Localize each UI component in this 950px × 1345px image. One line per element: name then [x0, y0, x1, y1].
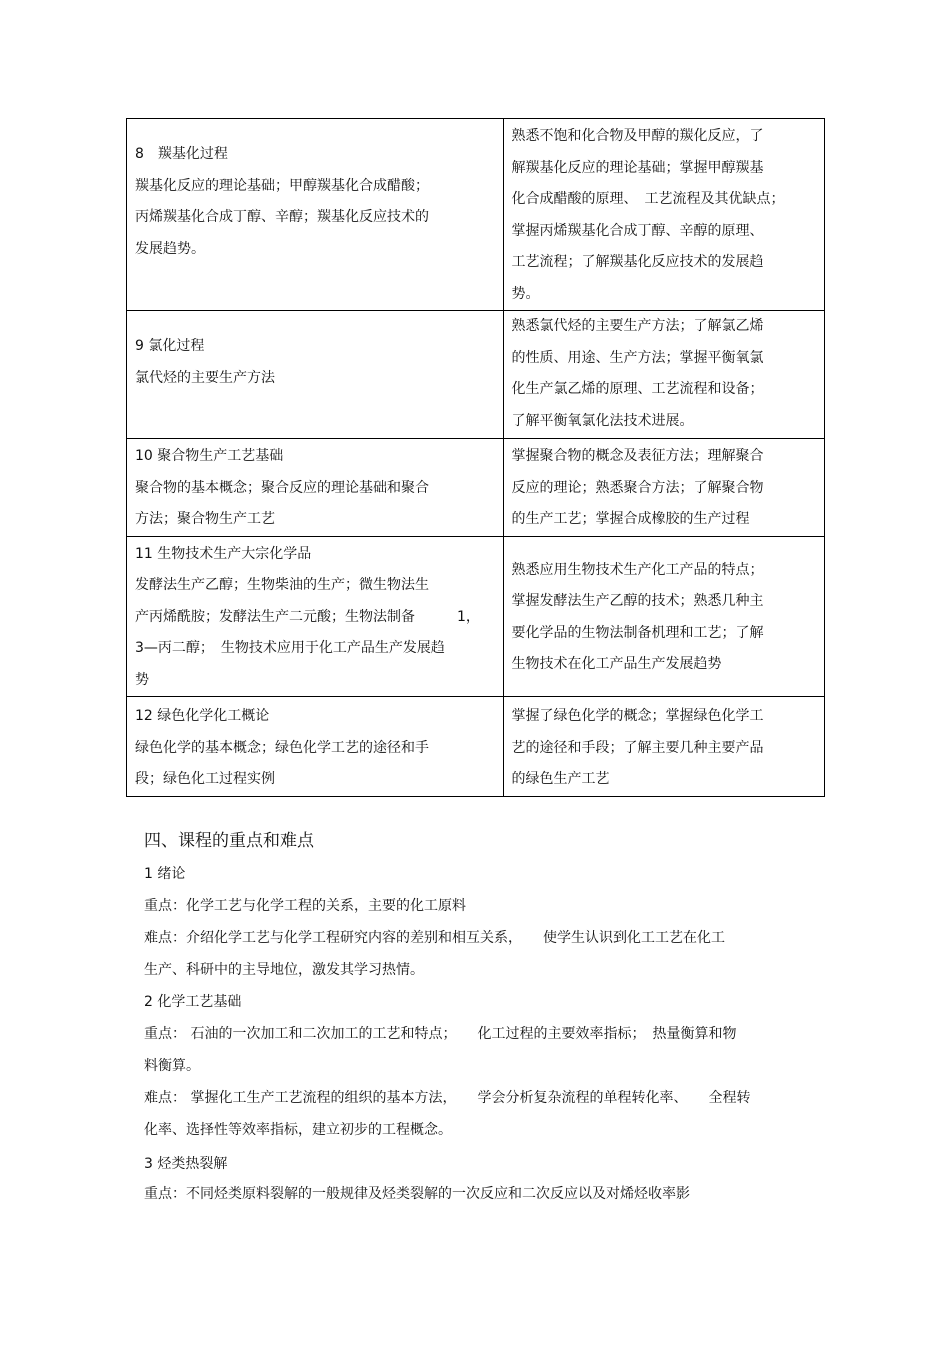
difficult-point: 难点： 掌握化工生产工艺流程的组织的基本方法， 学会分析复杂流程的单程转化率、 全程转 化率、选择性等效率指标，建立初步的工程概念。 — [144, 1090, 751, 1138]
requirement-cell — [503, 536, 824, 697]
requirement-text: 掌握了绿色化学的概念；掌握绿色化学工 艺的途径和手段；了解主要几种主要产品 的绿色生产工艺 — [511, 708, 764, 787]
topic-text: 11 生物技术生产大宗化学品 发酵法生产乙醇；生物柴油的生产；微生物法生 产丙烯酰胺；发酵法生产二元酸；生物法制备 1， 3—丙二醇； 生物技术应用于化工产品生产发展趋 势 — [135, 545, 480, 688]
difficult-point: 难点：介绍化学工艺与化学工程研究内容的差别和相互关系， 使学生认识到化工工艺在化工 生产、科研中的主导地位，激发其学习热情。 — [144, 930, 725, 978]
topic-cell — [127, 311, 504, 439]
topic-text: 8 羰基化过程 羰基化反应的理论基础；甲醇羰基化合成醋酸； 丙烯羰基化合成丁醇、辛醇；羰基化反应技术的 发展趋势。 — [135, 146, 429, 257]
topic-cell — [127, 119, 504, 311]
table-row — [127, 697, 825, 797]
section-heading: 四、课程的重点和难点 — [144, 831, 314, 851]
table-row — [127, 311, 825, 439]
topic-cell — [127, 536, 504, 697]
table-row — [127, 536, 825, 697]
table-row — [127, 119, 825, 311]
key-point: 重点： 石油的一次加工和二次加工的工艺和特点； 化工过程的主要效率指标； 热量衡算和物 料衡算。 — [144, 1026, 737, 1074]
topic-text: 12 绿色化学化工概论 绿色化学的基本概念；绿色化学工艺的途径和手 段；绿色化工过程实例 — [135, 708, 429, 787]
requirement-cell — [503, 119, 824, 311]
subsection-title: 3 烃类热裂解 — [144, 1156, 228, 1172]
topic-text: 10 聚合物生产工艺基础 聚合物的基本概念；聚合反应的理论基础和聚合 方法；聚合物生产工艺 — [135, 448, 429, 527]
requirement-text: 熟悉不饱和化合物及甲醇的羰化反应，了 解羰基化反应的理论基础；掌握甲醇羰基 化合成醋酸的原理、 工艺流程及其优缺点； 掌握丙烯羰基化合成丁醇、辛醇的原理、 工艺流程；了解羰基化反应技术的发展趋 势。 — [511, 128, 785, 302]
table-row — [127, 439, 825, 537]
requirement-cell — [503, 311, 824, 439]
topic-text: 9 氯化过程 氯代烃的主要生产方法 — [135, 338, 275, 386]
requirement-cell — [503, 439, 824, 537]
key-point: 重点：化学工艺与化学工程的关系，主要的化工原料 — [144, 898, 466, 914]
key-point: 重点：不同烃类原料裂解的一般规律及烃类裂解的一次反应和二次反应以及对烯烃收率影 — [144, 1186, 690, 1202]
subsection-title: 2 化学工艺基础 — [144, 994, 242, 1010]
subsection-title: 1 绪论 — [144, 866, 186, 882]
requirement-text: 熟悉应用生物技术生产化工产品的特点； 掌握发酵法生产乙醇的技术；熟悉几种主 要化学品的生物法制备机理和工艺；了解 生物技术在化工产品生产发展趋势 — [511, 561, 764, 672]
course-content-table — [126, 118, 825, 797]
topic-cell — [127, 439, 504, 537]
requirement-cell — [503, 697, 824, 797]
topic-cell — [127, 697, 504, 797]
requirement-text: 熟悉氯代烃的主要生产方法；了解氯乙烯 的性质、用途、生产方法；掌握平衡氧氯 化生产氯乙烯的原理、工艺流程和设备； 了解平衡氧氯化法技术进展。 — [511, 318, 764, 429]
requirement-text: 掌握聚合物的概念及表征方法；理解聚合 反应的理论；熟悉聚合方法；了解聚合物 的生产工艺；掌握合成橡胶的生产过程 — [511, 448, 764, 527]
